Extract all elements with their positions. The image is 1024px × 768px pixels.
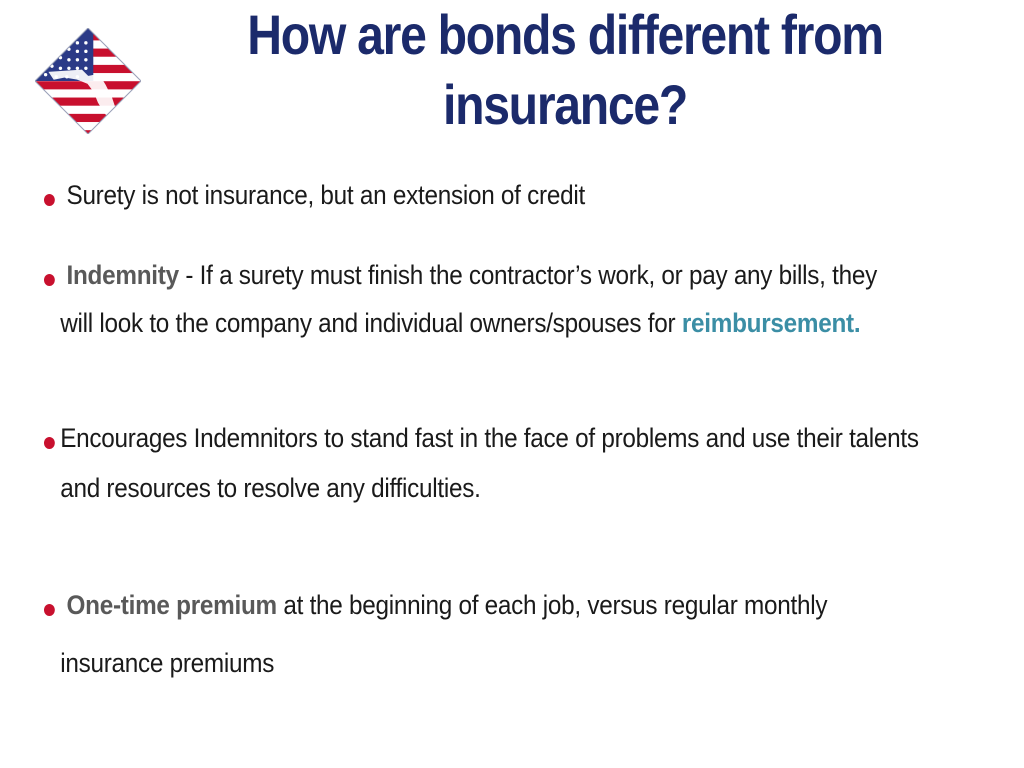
bullet-text: will look to the company and individual owners/spouses for xyxy=(60,308,682,338)
slide-title: How are bonds different from insurance? xyxy=(247,3,883,136)
bullet-dot xyxy=(44,194,55,206)
bullet-text: Surety is not insurance, but an extension of credit xyxy=(66,180,585,210)
keyword-reimbursement: reimbursement. xyxy=(681,308,861,338)
us-flag-florida-diamond-icon xyxy=(35,28,141,134)
bullet-text: and resources to resolve any difficulties. xyxy=(60,473,481,503)
bullet-text: at the beginning of each job, versus regular monthly xyxy=(276,590,828,620)
keyword-one-time-premium: One-time premium xyxy=(66,590,277,620)
bullet-text: insurance premiums xyxy=(60,648,275,678)
bullet-line-2 xyxy=(60,308,860,339)
bullet-line-1 xyxy=(67,590,828,621)
keyword-indemnity: Indemnity xyxy=(66,260,179,290)
bullet-line-1 xyxy=(67,260,877,291)
bullet-dot xyxy=(44,437,55,449)
separator: - xyxy=(178,260,200,290)
bullet-text: If a surety must finish the contractor’s work, or pay any bills, they xyxy=(199,260,877,290)
bullet-dot xyxy=(44,274,55,286)
bullet-text: Encourages Indemnitors to stand fast in the face of problems and use their talents xyxy=(60,423,919,453)
bullet-dot xyxy=(44,604,55,616)
